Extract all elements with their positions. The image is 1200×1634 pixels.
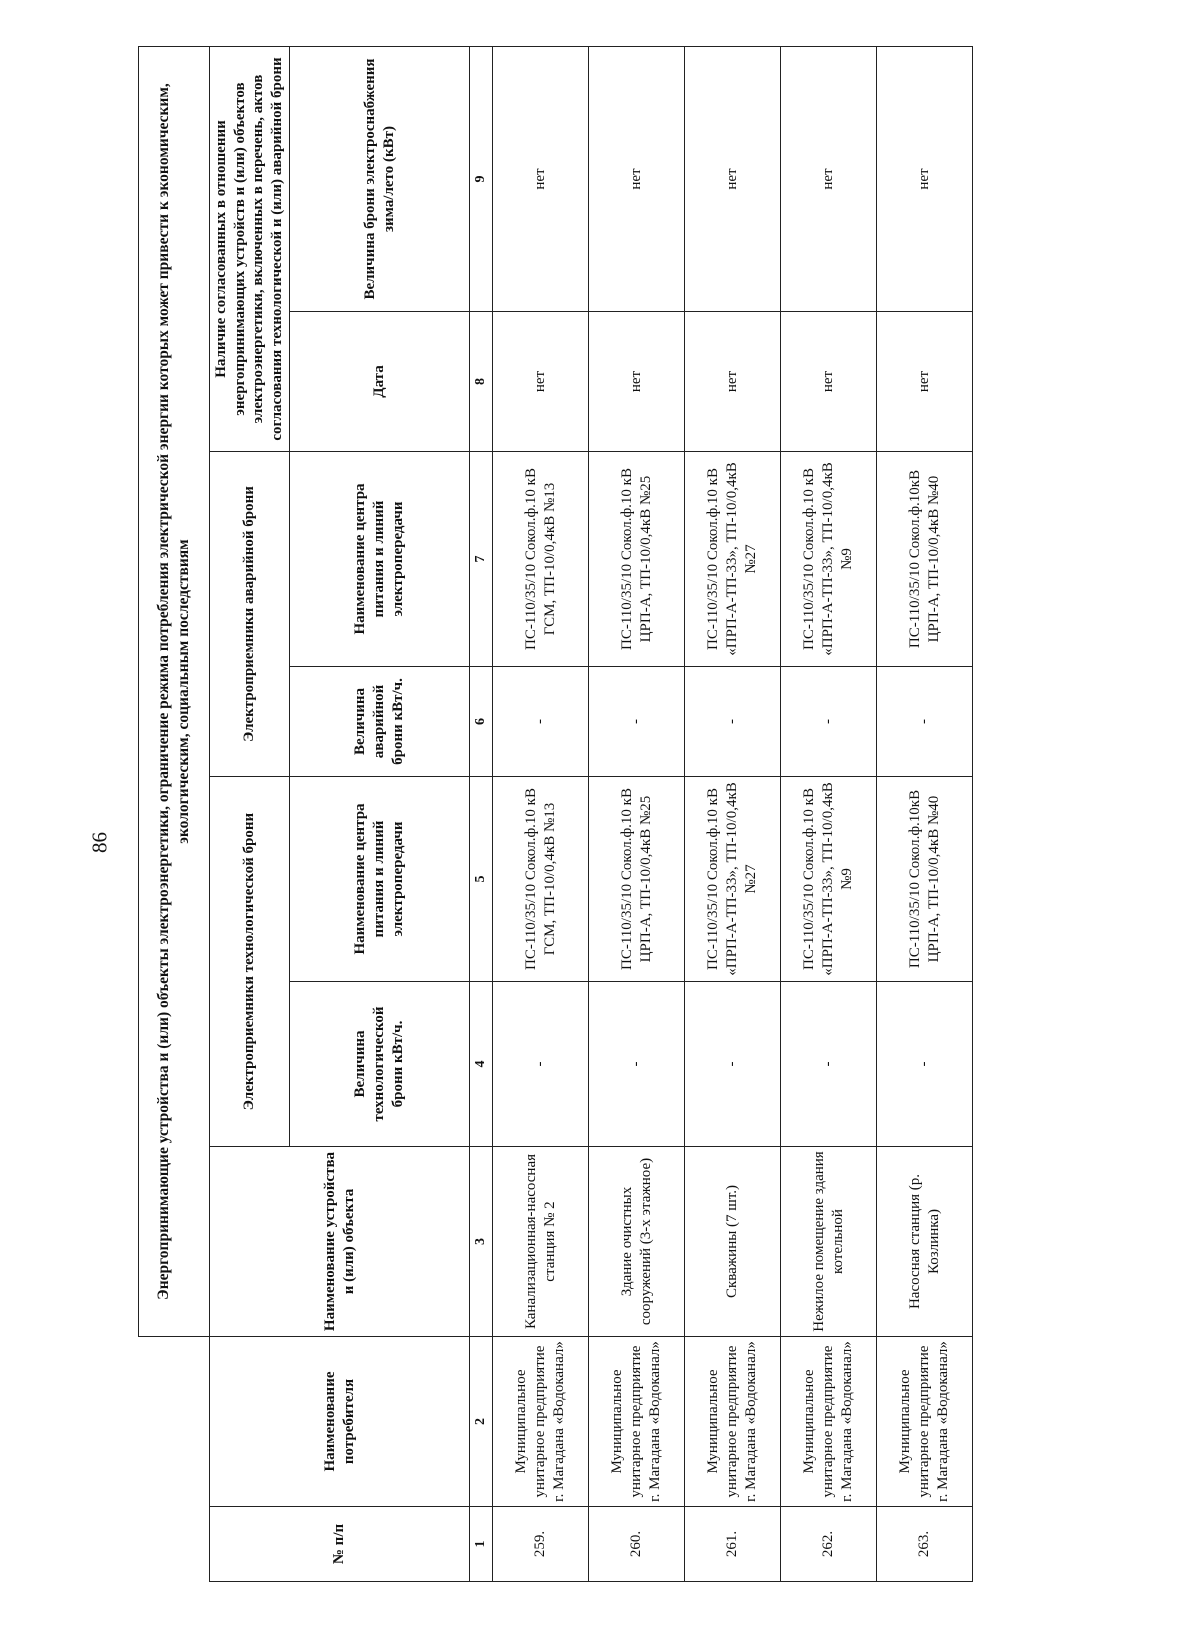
page-number: 86 — [87, 832, 112, 853]
row-object: Насосная станция (р. Козлинка) — [877, 1147, 973, 1337]
column-number: 1 — [470, 1507, 493, 1582]
title-row — [139, 47, 210, 1582]
row-date: нет — [589, 312, 685, 452]
row-tech-value: - — [877, 982, 973, 1147]
column-number: 5 — [470, 777, 493, 982]
header-row-1 — [209, 47, 289, 1582]
row-date: нет — [877, 312, 973, 452]
header-supply: Величина брони электроснабжения зима/лето (кВт) — [289, 47, 469, 312]
reserve-table — [138, 46, 973, 1582]
row-tech-value: - — [589, 982, 685, 1147]
row-tech-value: - — [685, 982, 781, 1147]
header-emerg-center: Наименование центра питания и линий электропередачи — [289, 452, 469, 667]
header-tech-group: Электроприемники технологической брони — [209, 777, 289, 1147]
row-emerg-center: ПС-110/35/10 Сокол.ф.10 кВ «ПРП-А-ТП-33», ТП-10/0,4кВ №27 — [685, 452, 781, 667]
row-emerg-center: ПС-110/35/10 Сокол.ф.10 кВ «ПРП-А-ТП-33», ТП-10/0,4кВ №9 — [781, 452, 877, 667]
row-object: Скважины (7 шт.) — [685, 1147, 781, 1337]
row-tech-value: - — [781, 982, 877, 1147]
row-tech-center: ПС-110/35/10 Сокол.ф.10 кВ «ПРП-А-ТП-33», ТП-10/0,4кВ №9 — [781, 777, 877, 982]
row-emerg-value: - — [685, 667, 781, 777]
row-emerg-value: - — [781, 667, 877, 777]
header-object: Наименование устройства и (или) объекта — [209, 1147, 469, 1337]
header-consumer: Наименование потребителя — [209, 1337, 469, 1507]
header-date: Дата — [289, 312, 469, 452]
row-no: 260. — [589, 1507, 685, 1582]
row-tech-center: ПС-110/35/10 Сокол.ф.10 кВ «ПРП-А-ТП-33», ТП-10/0,4кВ №27 — [685, 777, 781, 982]
column-number: 2 — [470, 1337, 493, 1507]
column-number: 9 — [470, 47, 493, 312]
column-number-row — [470, 47, 493, 1582]
row-emerg-center: ПС-110/35/10 Сокол.ф.10 кВ ГСМ, ТП-10/0,4кВ №13 — [493, 452, 589, 667]
header-agreed-group: Наличие согласованных в отношении энергопринимающих устройств и (или) объектов электроэнергетики, включенных в перечень, актов согласования технологической и (или) аварийной брони — [209, 47, 289, 452]
table-row — [589, 47, 685, 1582]
table-row — [685, 47, 781, 1582]
row-consumer: Муниципальное унитарное предприятие г. Магадана «Водоканал» — [589, 1337, 685, 1507]
row-tech-value: - — [493, 982, 589, 1147]
row-no: 263. — [877, 1507, 973, 1582]
row-object: Здание очистных сооружений (3-х этажное) — [589, 1147, 685, 1337]
row-object: Канализационная-насосная станция № 2 — [493, 1147, 589, 1337]
row-supply: нет — [781, 47, 877, 312]
row-object: Нежилое помещение здания котельной — [781, 1147, 877, 1337]
table-row — [493, 47, 589, 1582]
table-row — [877, 47, 973, 1582]
row-no: 261. — [685, 1507, 781, 1582]
row-no: 262. — [781, 1507, 877, 1582]
row-tech-center: ПС-110/35/10 Сокол.ф.10 кВ ГСМ, ТП-10/0,4кВ №13 — [493, 777, 589, 982]
row-date: нет — [685, 312, 781, 452]
row-emerg-center: ПС-110/35/10 Сокол.ф.10кВ ЦРП-А, ТП-10/0,4кВ №40 — [877, 452, 973, 667]
row-no: 259. — [493, 1507, 589, 1582]
row-tech-center: ПС-110/35/10 Сокол.ф.10кВ ЦРП-А, ТП-10/0,4кВ №40 — [877, 777, 973, 982]
row-date: нет — [781, 312, 877, 452]
rotated-document — [138, 47, 973, 1582]
header-emerg-value: Величина аварийной брони кВт/ч. — [289, 667, 469, 777]
row-consumer: Муниципальное унитарное предприятие г. Магадана «Водоканал» — [877, 1337, 973, 1507]
header-tech-center: Наименование центра питания и линий электропередачи — [289, 777, 469, 982]
row-supply: нет — [685, 47, 781, 312]
column-number: 3 — [470, 1147, 493, 1337]
column-number: 8 — [470, 312, 493, 452]
row-tech-center: ПС-110/35/10 Сокол.ф.10 кВ ЦРП-А, ТП-10/0,4кВ №25 — [589, 777, 685, 982]
header-tech-value: Величина технологической брони кВт/ч. — [289, 982, 469, 1147]
column-number: 6 — [470, 667, 493, 777]
row-supply: нет — [589, 47, 685, 312]
row-consumer: Муниципальное унитарное предприятие г. Магадана «Водоканал» — [493, 1337, 589, 1507]
title-spacer — [139, 1337, 210, 1582]
row-consumer: Муниципальное унитарное предприятие г. Магадана «Водоканал» — [685, 1337, 781, 1507]
header-no: № п/п — [209, 1507, 469, 1582]
column-number: 7 — [470, 452, 493, 667]
column-number: 4 — [470, 982, 493, 1147]
row-emerg-value: - — [589, 667, 685, 777]
row-supply: нет — [493, 47, 589, 312]
table-row — [781, 47, 877, 1582]
row-date: нет — [493, 312, 589, 452]
header-emerg-group: Электроприемники аварийной брони — [209, 452, 289, 777]
row-emerg-center: ПС-110/35/10 Сокол.ф.10 кВ ЦРП-А, ТП-10/0,4кВ №25 — [589, 452, 685, 667]
row-supply: нет — [877, 47, 973, 312]
row-emerg-value: - — [877, 667, 973, 777]
row-consumer: Муниципальное унитарное предприятие г. Магадана «Водоканал» — [781, 1337, 877, 1507]
row-emerg-value: - — [493, 667, 589, 777]
table-title: Энергопринимающие устройства и (или) объекты электроэнергетики, ограничение режима потребления электрической энергии которых может привести к экономическим, экологическим, социальным последствиям — [139, 47, 210, 1337]
